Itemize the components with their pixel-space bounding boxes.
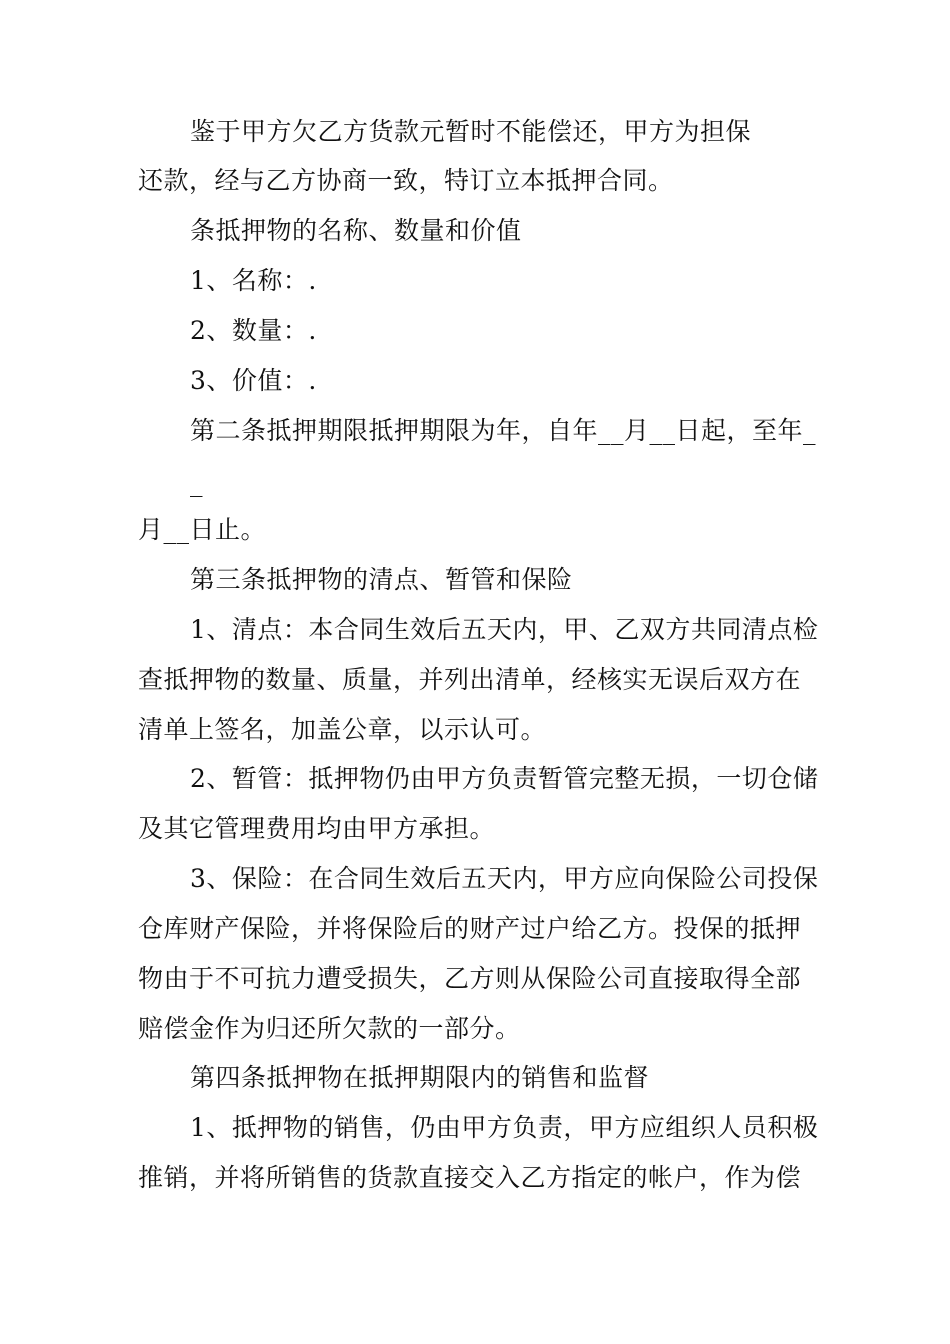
- section-heading: 第三条抵押物的清点、暂管和保险: [190, 565, 573, 594]
- section-heading: 条抵押物的名称、数量和价值: [190, 216, 522, 245]
- text-line: 仓库财产保险，并将保险后的财产过户给乙方。投保的抵押: [138, 914, 802, 943]
- text-line: _: [190, 468, 203, 497]
- text-line: 还款，经与乙方协商一致，特订立本抵押合同。: [138, 166, 674, 195]
- text-line: 月__日止。: [138, 515, 267, 544]
- text-line: 2、数量：.: [190, 316, 317, 345]
- text-line: 第二条抵押期限抵押期限为年，自年__月__日起，至年_: [190, 416, 817, 445]
- text-line: 1、抵押物的销售，仍由甲方负责，甲方应组织人员积极: [190, 1113, 819, 1142]
- section-heading: 第四条抵押物在抵押期限内的销售和监督: [190, 1063, 650, 1092]
- text-line: 清单上签名，加盖公章，以示认可。: [138, 715, 547, 744]
- text-line: 赔偿金作为归还所欠款的一部分。: [138, 1014, 521, 1043]
- text-line: 2、暂管：抵押物仍由甲方负责暂管完整无损，一切仓储: [190, 764, 819, 793]
- text-line: 推销，并将所销售的货款直接交入乙方指定的帐户，作为偿: [138, 1163, 802, 1192]
- text-line: 3、保险：在合同生效后五天内，甲方应向保险公司投保: [190, 864, 819, 893]
- text-line: 物由于不可抗力遭受损失，乙方则从保险公司直接取得全部: [138, 964, 802, 993]
- text-line: 及其它管理费用均由甲方承担。: [138, 814, 496, 843]
- text-line: 1、名称：.: [190, 266, 317, 295]
- text-line: 1、清点：本合同生效后五天内，甲、乙双方共同清点检: [190, 615, 819, 644]
- text-line: 3、价值：.: [190, 366, 317, 395]
- text-line: 鉴于甲方欠乙方货款元暂时不能偿还，甲方为担保: [190, 117, 752, 146]
- text-line: 查抵押物的数量、质量，并列出清单，经核实无误后双方在: [138, 665, 802, 694]
